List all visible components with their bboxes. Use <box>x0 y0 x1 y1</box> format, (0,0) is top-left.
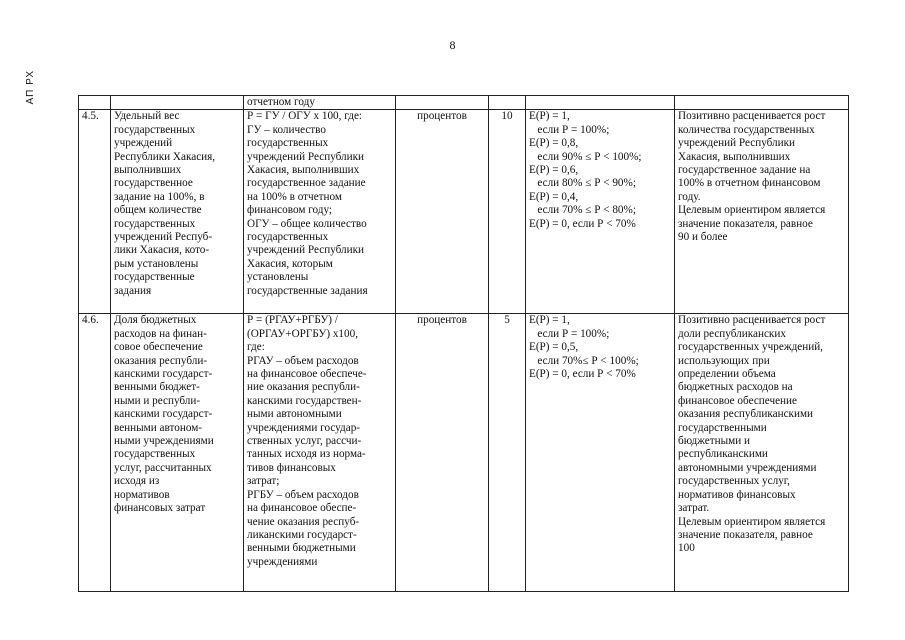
text-line: нормативов <box>114 488 170 501</box>
cell-unit <box>396 96 489 110</box>
text-line: если 70% ≤ Р < 80%; <box>529 204 636 217</box>
text-line: государственное задание на <box>678 164 811 177</box>
text-line: учреждений Республики <box>247 150 365 163</box>
text-line: нормативов финансовых <box>678 488 796 501</box>
text-line: если Р = 100%; <box>529 327 610 340</box>
text-line: рым установлены <box>114 257 199 270</box>
text-line: выполнивших <box>114 164 182 177</box>
formula-cell <box>244 110 396 314</box>
row-number-text: 4.6. <box>82 314 99 327</box>
text-line: учреждений <box>114 137 173 150</box>
row-number <box>79 314 111 592</box>
text-line: если 70%≤ Р < 100%; <box>529 354 639 367</box>
text-line: венными автоном- <box>114 421 203 434</box>
cell-formula <box>244 96 396 110</box>
text-line: исходя из <box>114 475 160 488</box>
text-line: ственных услуг, рассчи- <box>247 435 362 448</box>
text-line: государственных <box>247 137 329 150</box>
text-line: государственных <box>114 448 196 461</box>
text-line: общем количестве <box>114 204 202 217</box>
text-line: затрат. <box>678 502 710 515</box>
text-line: Позитивно расценивается рост <box>678 314 826 327</box>
text-line: канскими государст- <box>114 368 213 381</box>
text-line: бюджетных расходов на <box>678 381 793 394</box>
cell-evaluation <box>526 96 675 110</box>
text-line: Хакасия, выполнивших <box>247 164 360 177</box>
text-line: если 80% ≤ Р < 90%; <box>529 177 636 190</box>
text-line: задания <box>114 284 152 297</box>
comment-cell <box>675 314 849 592</box>
text-line: танных исходя из норма- <box>247 448 366 461</box>
text-line: канскими государствен- <box>247 394 362 407</box>
text-line: государственных учреждений, <box>678 341 823 354</box>
text-line: Е(Р) = 0, если Р < 70% <box>529 217 636 230</box>
cell-indicator <box>111 96 244 110</box>
text-line: Р = ГУ / ОГУ х 100, где: <box>247 110 363 123</box>
text-line: автономными учреждениями <box>678 461 817 474</box>
text-line: где: <box>247 341 265 354</box>
unit-cell <box>396 110 489 314</box>
text-line: чение оказания респуб- <box>247 515 360 528</box>
text-line: году. <box>678 190 701 203</box>
unit-cell <box>396 314 489 592</box>
text-line: учреждений Республики <box>247 244 365 257</box>
comment-cell <box>675 110 849 314</box>
row-number-text: 4.5. <box>82 110 99 123</box>
text-line: значение показателя, равное <box>678 217 813 230</box>
text-line: установлены <box>247 271 309 284</box>
text-line: финансовое обеспечение <box>678 394 797 407</box>
text-line: Е(Р) = 0,6, <box>529 164 579 177</box>
text-line: оказания республиканскими <box>678 408 814 421</box>
weight-text: 5 <box>504 314 510 327</box>
text-line: финансовом году; <box>247 204 333 217</box>
evaluation-cell <box>526 110 675 314</box>
text-line: количества государственных <box>678 123 815 136</box>
indicator-table <box>78 95 849 592</box>
text-line: если 90% ≤ Р < 100%; <box>529 150 642 163</box>
text-line: Хакасия, которым <box>247 257 333 270</box>
text-line: на 100% в отчетном <box>247 190 342 203</box>
formula-cell <box>244 314 396 592</box>
text-line: РГАУ – объем расходов <box>247 354 359 367</box>
indicator-cell <box>111 314 244 592</box>
text-line: ГУ – количество <box>247 123 326 136</box>
text-line: бюджетными и <box>678 435 750 448</box>
unit-text: процентов <box>417 110 467 123</box>
text-line: Е(Р) = 1, <box>529 314 570 327</box>
weight-cell <box>489 110 526 314</box>
text-line: учреждений Респуб- <box>114 231 213 244</box>
text-line: задание на 100%, в <box>114 190 205 203</box>
cell-comment <box>675 96 849 110</box>
text-line: ОГУ – общее количество <box>247 217 367 230</box>
text-line: государственное задание <box>247 177 366 190</box>
text-line: ние оказания республи- <box>247 381 360 394</box>
weight-text: 10 <box>501 110 513 123</box>
text-line: Е(Р) = 0,4, <box>529 190 579 203</box>
unit-text: процентов <box>417 314 467 327</box>
evaluation-cell <box>526 314 675 592</box>
text-line: учреждениями государ- <box>247 421 361 434</box>
text-line: Хакасия, выполнивших <box>678 150 791 163</box>
text-line: доли республиканских <box>678 327 786 340</box>
text-line: учреждений Республики <box>678 137 796 150</box>
text-line: Е(Р) = 1, <box>529 110 570 123</box>
text-line: Е(Р) = 0,8, <box>529 137 579 150</box>
text-line: определении объема <box>678 368 776 381</box>
text-line: государственных <box>114 123 196 136</box>
text-line: лики Хакасия, кото- <box>114 244 210 257</box>
text-line: значение показателя, равное <box>678 528 813 541</box>
text-line: использующих при <box>678 354 770 367</box>
text-line: финансовых затрат <box>114 502 206 515</box>
text-line: затрат; <box>247 475 280 488</box>
text-line: 100% в отчетном финансовом <box>678 177 821 190</box>
table-row <box>79 314 849 592</box>
text-line: Республики Хакасия, <box>114 150 216 163</box>
text-line: 100 <box>678 542 695 555</box>
text-line: государственными <box>678 421 767 434</box>
text-line: канскими государст- <box>114 408 213 421</box>
text-line: учреждениями <box>247 555 318 568</box>
side-mark: АП РХ <box>25 70 36 105</box>
text-line: ными учреждениями <box>114 435 214 448</box>
weight-cell <box>489 314 526 592</box>
text-line: республиканскими <box>678 448 768 461</box>
cell-number <box>79 96 111 110</box>
text-line: услуг, рассчитанных <box>114 461 212 474</box>
text-line: венными бюджетными <box>247 542 356 555</box>
text-line: венными бюджет- <box>114 381 200 394</box>
text-line: 90 и более <box>678 231 728 244</box>
text-line: расходов на финан- <box>114 327 207 340</box>
text-line: государственные задания <box>247 284 368 297</box>
text-line: ными автономными <box>247 408 342 421</box>
text-line: оказания республи- <box>114 354 208 367</box>
text-line: Р = (РГАУ+РГБУ) / <box>247 314 338 327</box>
table-row <box>79 110 849 314</box>
text-line: Доля бюджетных <box>114 314 197 327</box>
text-line: если Р = 100%; <box>529 123 610 136</box>
text-line: на финансовое обеспе- <box>247 502 357 515</box>
text-line: на финансовое обеспече- <box>247 368 367 381</box>
text-line: государственных <box>247 231 329 244</box>
text-line: Позитивно расценивается рост <box>678 110 826 123</box>
text-line: совое обеспечение <box>114 341 203 354</box>
text-line: Целевым ориентиром является <box>678 515 826 528</box>
text-line: ликанскими государст- <box>247 528 357 541</box>
text-line: государственные <box>114 271 195 284</box>
text-line: Е(Р) = 0, если Р < 70% <box>529 368 636 381</box>
text-line: Е(Р) = 0,5, <box>529 341 579 354</box>
text-line: РГБУ – объем расходов <box>247 488 359 501</box>
text-line: Целевым ориентиром является <box>678 204 826 217</box>
row-number <box>79 110 111 314</box>
text-line: тивов финансовых <box>247 461 336 474</box>
cell-weight <box>489 96 526 110</box>
text-line: (ОРГАУ+ОРГБУ) х100, <box>247 327 359 340</box>
text-line: ными и республи- <box>114 394 201 407</box>
text-line: государственных услуг, <box>678 475 790 488</box>
page-number: 8 <box>449 38 456 52</box>
text-line: Удельный вес <box>114 110 180 123</box>
table-row-continuation <box>79 96 849 110</box>
text-line: государственных <box>114 217 196 230</box>
text-line: государственное <box>114 177 193 190</box>
formula-tail: отчетном году <box>247 96 315 108</box>
indicator-cell <box>111 110 244 314</box>
